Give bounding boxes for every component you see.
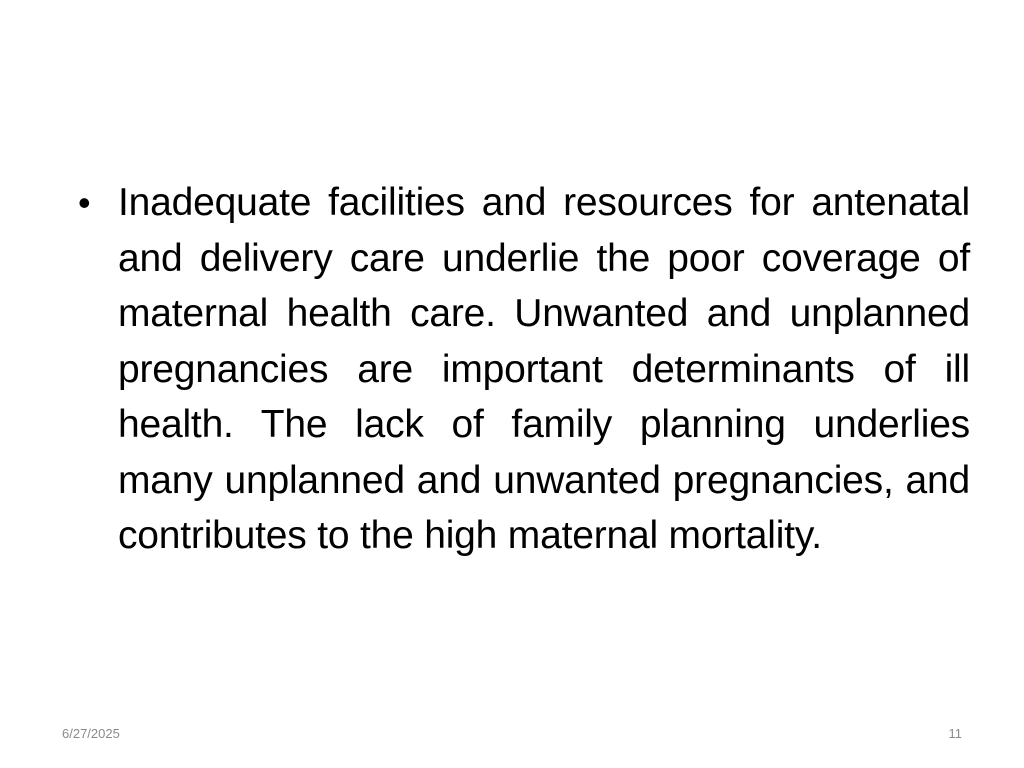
bullet-text: Inadequate facilities and resources for antenatal and delivery care underlie the poor coverage of maternal health care. Unwanted and unplanned pregnancies are important determinants of ill health. The lack of family planning underlies many unplanned and unwanted pregnancies, and contributes to the high maternal mortality. [118,181,970,557]
bullet-marker: • [78,182,91,223]
bullet-item [78,175,970,564]
slide-number: 11 [948,726,962,741]
footer-date: 6/27/2025 [62,726,120,741]
slide-body [78,175,970,564]
